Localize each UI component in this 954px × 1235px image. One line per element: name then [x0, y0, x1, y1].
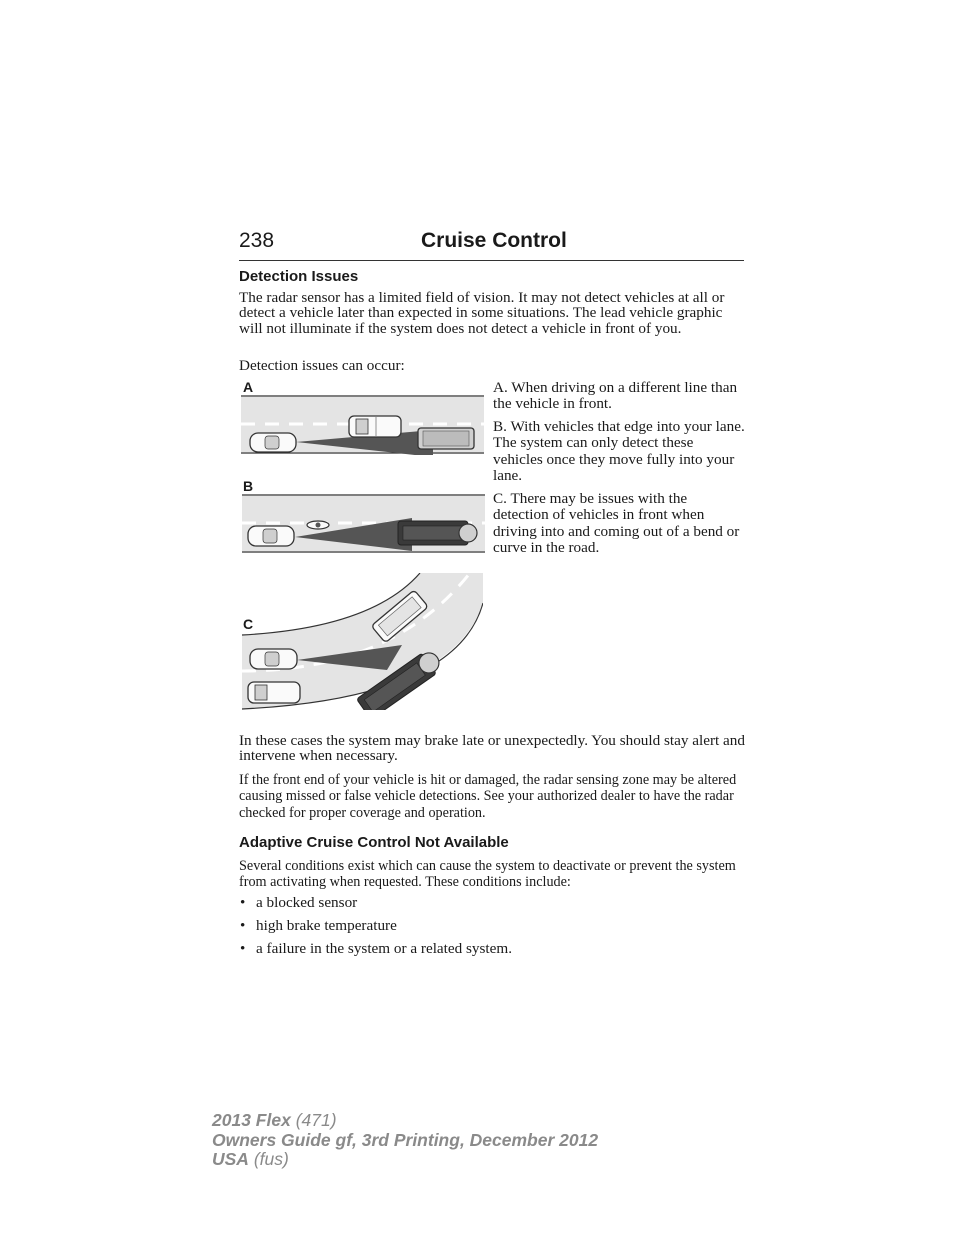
bullet-icon: • [240, 917, 246, 934]
paragraph-conditions-intro: Several conditions exist which can cause the system to deactivate or prevent the system from activating when requested. These conditions include: [239, 858, 736, 891]
chapter-title: Cruise Control [421, 229, 567, 252]
section-heading-acc-not-available: Adaptive Cruise Control Not Available [239, 834, 509, 851]
scene-c-illustration [242, 573, 483, 710]
scene-b-illustration [242, 494, 485, 554]
footer-guide-line: Owners Guide gf, 3rd Printing, December 2012 [212, 1129, 599, 1150]
figure-label-c: C [243, 616, 254, 632]
paragraph-front-end-damage: If the front end of your vehicle is hit or damaged, the radar sensing zone may be altered causing missed or false vehicle detections. See your authorized dealer to have the radar checked for proper coverage and operation. [239, 772, 737, 821]
caption-a: A. When driving on a different line than the vehicle in front. [493, 379, 738, 413]
caption-c: C. There may be issues with the detection of vehicles in front when driving into and coming out of a bend or curve in the road. [493, 490, 740, 556]
bullet-icon: • [240, 940, 246, 957]
page-number: 238 [239, 229, 275, 252]
figure-label-a: A [243, 379, 254, 395]
footer-region-line: USA (fus) [212, 1149, 289, 1169]
section-heading-detection-issues: Detection Issues [239, 268, 359, 285]
figure-label-b: B [243, 478, 254, 494]
page-header [239, 228, 744, 261]
page-footer [212, 1111, 598, 1170]
scene-a-illustration [241, 395, 484, 455]
paragraph-detection-intro: Detection issues can occur: [239, 357, 405, 374]
list-item: • a blocked sensor [240, 894, 358, 911]
bullet-icon: • [240, 894, 246, 911]
paragraph-brake-late: In these cases the system may brake late or unexpectedly. You should stay alert and intervene when necessary. [239, 732, 745, 765]
conditions-list [239, 895, 745, 964]
caption-b: B. With vehicles that edge into your lane. The system can only detect these vehicles once they move fully into your lane. [493, 418, 745, 484]
paragraph-radar-limits: The radar sensor has a limited field of vision. It may not detect vehicles at all or detect a vehicle later than expected in some situations. The lead vehicle graphic will not illuminate if the system does not detect a vehicle in front of you. [239, 289, 725, 337]
footer-model-line: 2013 Flex (471) [212, 1110, 337, 1130]
list-item: • high brake temperature [240, 917, 397, 934]
list-item: • a failure in the system or a related system. [240, 940, 512, 957]
